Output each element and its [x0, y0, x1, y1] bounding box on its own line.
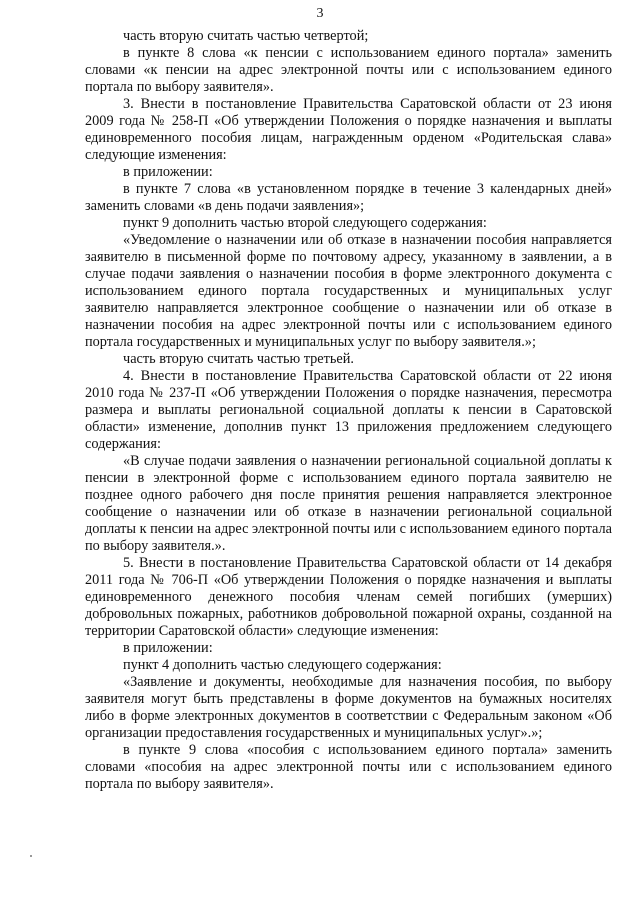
page-number: 3 — [316, 6, 324, 21]
document-body — [85, 28, 612, 793]
paragraph-5: в пункте 7 слова «в установленном порядке в течение 3 календарных дней» заменить словами «в день подачи заявления»; — [85, 181, 612, 214]
paragraph-10: «В случае подачи заявления о назначении региональной социальной доплаты к пенсии в электронной форме с использованием единого портала заявителю не позднее одного рабочего дня после принятия решения направляется электронное сообщение о назначении или об отказе в назначении региональной социальной доплаты к пенсии на адрес электронной почты или с использованием единого портала по выбору заявителя.». — [85, 453, 612, 554]
paragraph-14: «Заявление и документы, необходимые для назначения пособия, по выбору заявителя могут быть представлены в форме документов на бумажных носителях либо в форме электронных документов в соответствии с Федеральным законом «Об организации предоставления государственных и муниципальных услуг».»; — [85, 674, 612, 741]
scan-speck — [30, 855, 32, 857]
paragraph-9: 4. Внести в постановление Правительства Саратовской области от 22 июня 2010 года № 237-П «Об утверждении Положения о порядке назначения, пересмотра размера и выплаты региональной социальной доплаты к пенсии в Саратовской области» изменение, дополнив пункт 13 приложения предложением следующего содержания: — [85, 368, 612, 452]
paragraph-6: пункт 9 дополнить частью второй следующего содержания: — [123, 215, 487, 231]
paragraph-15: в пункте 9 слова «пособия с использованием единого портала» заменить словами «пособия на адрес электронной почты или с использованием единого портала по выбору заявителя». — [85, 742, 612, 792]
paragraph-1: часть вторую считать частью четвертой; — [123, 28, 369, 44]
paragraph-4: в приложении: — [123, 164, 213, 180]
paragraph-7: «Уведомление о назначении или об отказе в назначении пособия направляется заявителю в письменной форме по почтовому адресу, указанному в заявлении, а в случае подачи заявления о назначении пособия в форме электронного документа с использованием единого портала государственных и муниципальных услуг заявителю направляется электронное сообщение о назначении или об отказе в назначении пособия на адрес электронной почты или с использованием единого портала государственных и муниципальных услуг по выбору заявителя.»; — [85, 232, 612, 350]
paragraph-12: в приложении: — [123, 640, 213, 656]
paragraph-2: в пункте 8 слова «к пенсии с использованием единого портала» заменить словами «к пенсии на адрес электронной почты или с использованием единого портала по выбору заявителя». — [85, 45, 612, 95]
paragraph-3: 3. Внести в постановление Правительства Саратовской области от 23 июня 2009 года № 258-П «Об утверждении Положения о порядке назначения и выплаты единовременного пособия лицам, награжденным орденом «Родительская слава» следующие изменения: — [85, 96, 612, 163]
paragraph-13: пункт 4 дополнить частью следующего содержания: — [123, 657, 442, 673]
paragraph-8: часть вторую считать частью третьей. — [123, 351, 354, 367]
paragraph-11: 5. Внести в постановление Правительства Саратовской области от 14 декабря 2011 года № 706-П «Об утверждении Положения о порядке назначения и выплаты единовременного денежного пособия членам семей погибших (умерших) добровольных пожарных, работников добровольной пожарной охраны, созданной на территории Саратовской области» следующие изменения: — [85, 555, 612, 639]
